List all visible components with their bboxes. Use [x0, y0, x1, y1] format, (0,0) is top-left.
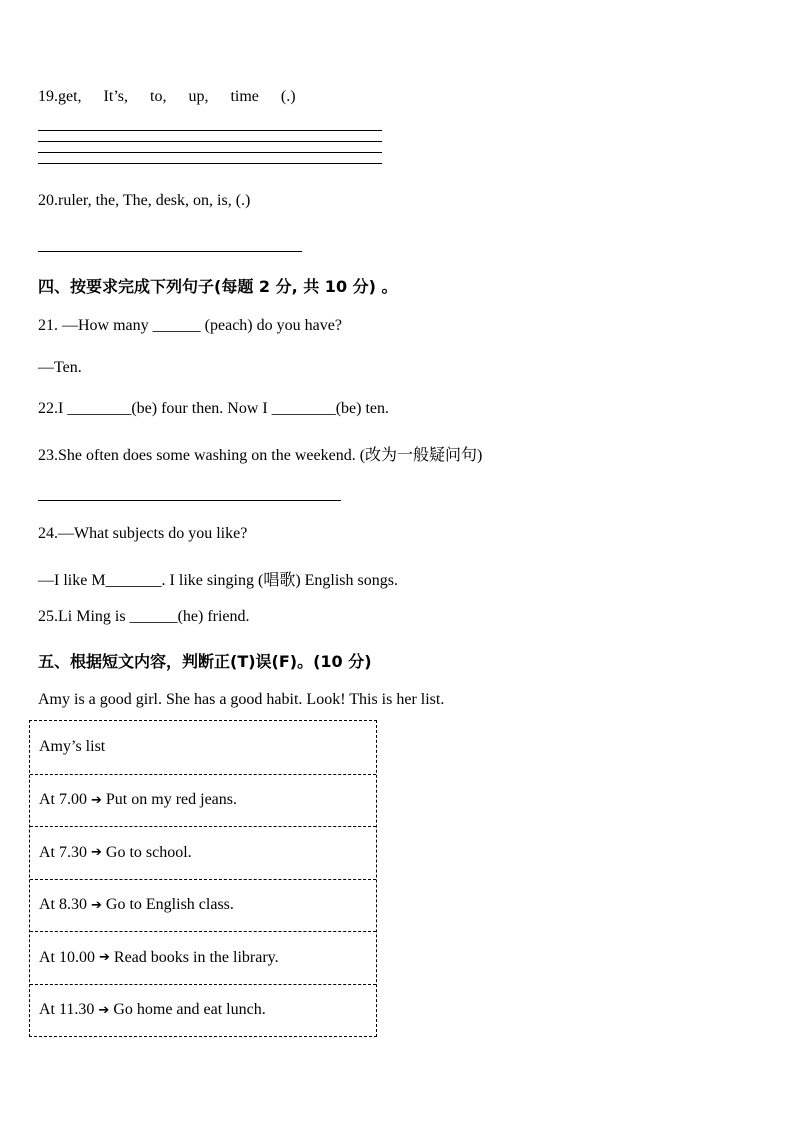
list-item-task: Go home and eat lunch. [113, 1001, 266, 1019]
q20-answer-line[interactable] [38, 251, 302, 252]
list-item [30, 826, 376, 879]
q25-prompt: 25.Li Ming is ______(he) friend. [38, 608, 250, 625]
q23-answer-line[interactable] [38, 500, 341, 501]
q21-answer: —Ten. [38, 359, 82, 376]
list-item [30, 879, 376, 932]
q20-prompt: 20.ruler, the, The, desk, on, is, (.) [38, 192, 251, 209]
list-item-time: At 10.00 [39, 948, 95, 966]
q24-answer: —I like M_______. I like singing (唱歌) English songs. [38, 572, 398, 589]
amy-list-table [29, 720, 377, 1037]
right-arrow-icon: ➔ [98, 1002, 110, 1018]
list-item [30, 774, 376, 827]
q19-word: It’s, [103, 88, 128, 105]
q24-question: 24.—What subjects do you like? [38, 525, 248, 542]
list-item-task: Go to English class. [105, 896, 234, 914]
list-item [30, 931, 376, 984]
q19-word: up, [188, 88, 209, 105]
q19-word: time [230, 88, 259, 105]
list-title-row [30, 721, 376, 774]
q19-word: get, [58, 88, 82, 105]
section5-heading: 五、根据短文内容，判断正(T)误(F)。(10 分) [38, 652, 372, 671]
q19-answer-line[interactable] [38, 163, 382, 164]
list-item-time: At 8.30 [39, 896, 87, 914]
list-item-time: At 7.30 [39, 843, 87, 861]
q19-word: (.) [280, 88, 296, 105]
right-arrow-icon: ➔ [91, 792, 102, 808]
list-item-task: Go to school. [105, 843, 192, 861]
section5-intro: Amy is a good girl. She has a good habit. Look! This is her list. [38, 691, 445, 708]
list-item-task: Read books in the library. [113, 948, 279, 966]
section4-heading: 四、按要求完成下列句子(每题 2 分, 共 10 分) 。 [38, 277, 398, 296]
right-arrow-icon: ➔ [91, 845, 102, 861]
q19-prompt [38, 88, 296, 106]
list-item-time: At 11.30 [39, 1001, 95, 1019]
q19-answer-line[interactable] [38, 130, 382, 131]
q19-number: 19. [38, 88, 58, 105]
list-title: Amy’s list [39, 738, 106, 756]
list-item-task: Put on my red jeans. [105, 791, 237, 809]
right-arrow-icon: ➔ [99, 950, 110, 966]
list-item-time: At 7.00 [39, 791, 87, 809]
q21-question: 21. —How many ______ (peach) do you have? [38, 317, 342, 334]
q19-answer-line[interactable] [38, 152, 382, 153]
q19-word: to, [150, 88, 167, 105]
right-arrow-icon: ➔ [91, 897, 102, 913]
q22-prompt: 22.I ________(be) four then. Now I ________(be) ten. [38, 400, 390, 417]
q23-prompt: 23.She often does some washing on the weekend. (改为一般疑问句) [38, 447, 483, 464]
list-item [30, 984, 376, 1037]
q19-answer-line[interactable] [38, 141, 382, 142]
